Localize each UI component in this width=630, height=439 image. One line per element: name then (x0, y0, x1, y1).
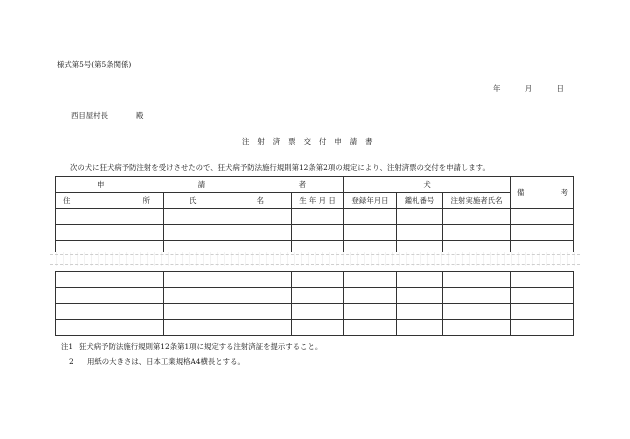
address-cell[interactable] (56, 209, 164, 225)
tag-number-column-header: 鑑札番号 (397, 193, 443, 209)
note-1-text: 狂犬病予防法施行規則第12条第1項に規定する注射済証を提示すること。 (79, 342, 323, 351)
intro-text: 次の犬に狂犬病予防注射を受けさせたので、狂犬病予防法施行規則第12条第2項の規定により、注射済票の交付を申請します。 (70, 163, 490, 172)
remarks-char-2: 考 (560, 188, 569, 197)
vet-name-column-header: 注射実施者氏名 (443, 193, 511, 209)
tag-number-cell[interactable] (397, 225, 443, 241)
remarks-cell[interactable] (511, 320, 574, 336)
date-year-label: 年 (493, 84, 501, 93)
registration-date-column-header: 登録年月日 (344, 193, 397, 209)
table-row (56, 320, 574, 336)
table-row (56, 304, 574, 320)
address-cell[interactable] (56, 304, 164, 320)
note-2-number: 2 (69, 357, 74, 366)
document-title: 注射済票交付申請書 (242, 137, 381, 146)
table-group-header-row (56, 177, 574, 193)
birth-date-cell[interactable] (292, 288, 344, 304)
registration-date-cell[interactable] (344, 304, 397, 320)
date-line (493, 83, 564, 94)
name-cell[interactable] (164, 288, 292, 304)
date-day-label: 日 (556, 84, 564, 93)
remarks-char-1: 備 (517, 188, 525, 197)
address-cell[interactable] (56, 320, 164, 336)
remarks-cell[interactable] (511, 304, 574, 320)
note-1-number: 注1 (61, 342, 74, 351)
name-cell[interactable] (164, 272, 292, 288)
address-cell[interactable] (56, 288, 164, 304)
page-break-bottom-edge (50, 264, 580, 268)
registration-date-cell[interactable] (344, 272, 397, 288)
applicant-char-3: 者 (298, 180, 306, 189)
address-char-1: 住 (63, 196, 71, 205)
note-1 (61, 341, 322, 352)
vet-name-cell[interactable] (443, 304, 511, 320)
form-number: 様式第5号(第5条関係) (57, 60, 132, 69)
applicant-char-2: 請 (197, 180, 206, 189)
address-cell[interactable] (56, 272, 164, 288)
name-char-1: 氏 (189, 196, 197, 205)
address-column-header (56, 193, 164, 209)
address-char-2: 所 (142, 196, 150, 205)
birth-date-cell[interactable] (292, 320, 344, 336)
application-table-lower (55, 271, 574, 336)
date-month-label: 月 (524, 84, 533, 93)
addressee (71, 110, 143, 121)
application-table-upper (55, 176, 574, 257)
birth-date-cell[interactable] (292, 225, 344, 241)
address-cell[interactable] (56, 225, 164, 241)
birth-date-column-header: 生 年 月 日 (292, 193, 344, 209)
remarks-cell[interactable] (511, 225, 574, 241)
applicant-group-header (56, 177, 344, 193)
birth-date-cell[interactable] (292, 209, 344, 225)
vet-name-cell[interactable] (443, 225, 511, 241)
name-cell[interactable] (164, 320, 292, 336)
dog-group-header: 犬 (344, 177, 511, 193)
tag-number-cell[interactable] (397, 304, 443, 320)
registration-date-cell[interactable] (344, 288, 397, 304)
tag-number-cell[interactable] (397, 320, 443, 336)
vet-name-cell[interactable] (443, 320, 511, 336)
birth-date-cell[interactable] (292, 304, 344, 320)
vet-name-cell[interactable] (443, 288, 511, 304)
remarks-header (511, 177, 574, 209)
addressee-name: 西目屋村長 (71, 111, 108, 120)
name-char-2: 名 (256, 196, 264, 205)
registration-date-cell[interactable] (344, 225, 397, 241)
birth-date-cell[interactable] (292, 272, 344, 288)
name-column-header (164, 193, 292, 209)
remarks-cell[interactable] (511, 288, 574, 304)
name-cell[interactable] (164, 304, 292, 320)
vet-name-cell[interactable] (443, 209, 511, 225)
tag-number-cell[interactable] (397, 272, 443, 288)
table-row (56, 225, 574, 241)
addressee-honorific: 殿 (135, 111, 144, 120)
remarks-cell[interactable] (511, 272, 574, 288)
note-2 (69, 356, 245, 367)
table-row (56, 288, 574, 304)
vet-name-cell[interactable] (443, 272, 511, 288)
note-2-text: 用紙の大きさは、日本工業規格A4横長とする。 (87, 357, 245, 366)
registration-date-cell[interactable] (344, 320, 397, 336)
page-break-top-edge (50, 251, 580, 255)
name-cell[interactable] (164, 225, 292, 241)
tag-number-cell[interactable] (397, 209, 443, 225)
registration-date-cell[interactable] (344, 209, 397, 225)
table-column-header-row (56, 193, 574, 209)
applicant-char-1: 申 (97, 180, 105, 189)
tag-number-cell[interactable] (397, 288, 443, 304)
table-row (56, 272, 574, 288)
table-row (56, 209, 574, 225)
name-cell[interactable] (164, 209, 292, 225)
remarks-cell[interactable] (511, 209, 574, 225)
